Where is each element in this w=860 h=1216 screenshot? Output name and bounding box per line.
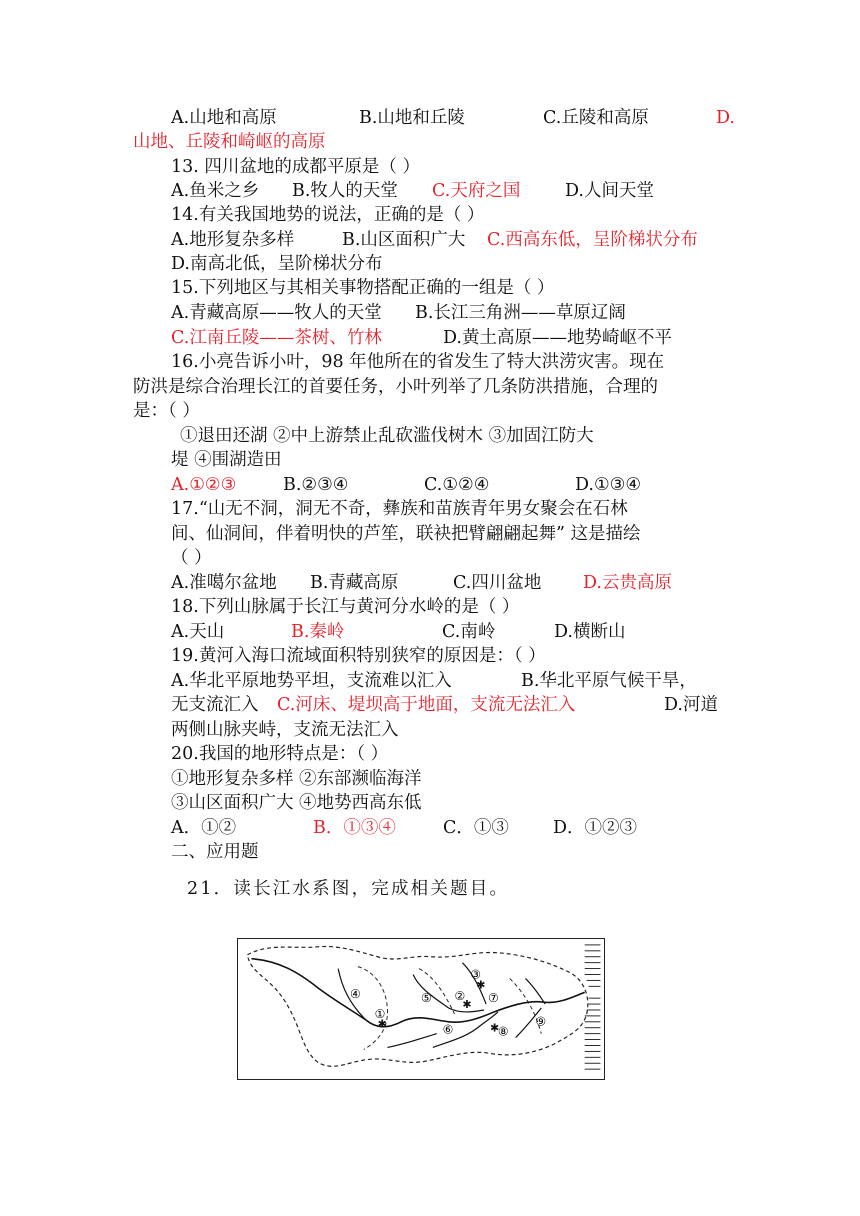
q14-option-d: D.南高北低，呈阶梯状分布 <box>171 254 383 274</box>
q14-stem: 14.有关我国地势的说法，正确的是（ ） <box>171 205 485 225</box>
q13-option-b: B.牧人的天堂 <box>292 181 398 201</box>
q19-option-b: B.华北平原气候干旱， <box>521 671 697 691</box>
city-star-icon: ✱ <box>476 978 486 992</box>
q20-option-c: C．①③ <box>443 818 509 838</box>
q19-option-d-cont: 两侧山脉夹峙，支流无法汇入 <box>171 720 399 740</box>
q16-measures-line2: 堤 ④围湖造田 <box>171 450 282 470</box>
q17-option-b: B.青藏高原 <box>310 573 399 593</box>
q19-option-a: A.华北平原地势平坦，支流难以汇入 <box>171 671 452 691</box>
q20-option-b-answer: B．①③④ <box>313 818 396 838</box>
q18-option-b-answer: B.秦岭 <box>291 622 345 642</box>
map-label-1: ① <box>374 1006 386 1021</box>
map-label-2: ② <box>454 989 466 1004</box>
q20-stem: 20.我国的地形特点是：（ ） <box>171 744 389 764</box>
q12-option-d-prefix: D. <box>716 108 735 128</box>
q15-option-a: A.青藏高原——牧人的天堂 <box>171 303 382 323</box>
q17-option-c: C.四川盆地 <box>453 573 542 593</box>
map-label-6: ⑥ <box>442 1022 454 1037</box>
q20-features-line2: ③山区面积广大 ④地势西高东低 <box>171 793 422 813</box>
q13-stem: 13. 四川盆地的成都平原是（ ） <box>171 157 420 177</box>
q16-option-c: C.①②④ <box>424 475 490 495</box>
q12-option-c: C.丘陵和高原 <box>543 108 649 128</box>
q20-option-d: D．①②③ <box>553 818 638 838</box>
q16-stem-line1: 16.小亮告诉小叶，98 年他所在的省发生了特大洪涝灾害。现在 <box>171 352 665 372</box>
q16-stem-line2: 防洪是综合治理长江的首要任务，小叶列举了几条防洪措施，合理的 <box>133 377 658 397</box>
q17-stem-line2: 间、仙洞间，伴着明快的芦笙，联袂把臂翩翩起舞” 这是描绘 <box>171 524 641 544</box>
map-label-8: ⑧ <box>497 1024 509 1039</box>
city-star-icon: ✱ <box>490 1021 500 1035</box>
q13-option-c-answer: C.天府之国 <box>432 181 521 201</box>
yangtze-river-map <box>237 938 605 1080</box>
q19-option-b-cont: 无支流汇入 <box>171 695 259 715</box>
q15-option-d: D.黄土高原——地势崎岖不平 <box>443 328 672 348</box>
q17-stem-line1: 17.“山无不洞，洞无不奇，彝族和苗族青年男女聚会在石林 <box>171 499 628 519</box>
q12-option-b: B.山地和丘陵 <box>359 108 465 128</box>
q16-option-a-answer: A.①②③ <box>171 475 237 495</box>
q16-stem-line3: 是：（ ） <box>133 401 200 421</box>
q18-option-c: C.南岭 <box>442 622 496 642</box>
q20-features-line1: ①地形复杂多样 ②东部濒临海洋 <box>171 769 422 789</box>
q12-option-a: A.山地和高原 <box>171 108 277 128</box>
q17-option-a: A.准噶尔盆地 <box>171 573 277 593</box>
city-star-icon: ✱ <box>377 1017 387 1031</box>
q18-option-d: D.横断山 <box>554 622 626 642</box>
river-map-drawing <box>238 939 604 1079</box>
section-heading: 二、应用题 <box>171 842 259 862</box>
map-label-4: ④ <box>350 987 361 1002</box>
q13-option-d: D.人间天堂 <box>565 181 654 201</box>
q19-option-d: D.河道 <box>664 695 718 715</box>
q16-option-d: D.①③④ <box>575 475 642 495</box>
map-label-7: ⑦ <box>488 991 499 1006</box>
q18-option-a: A.天山 <box>171 622 225 642</box>
q16-measures-line1: ①退田还湖 ②中上游禁止乱砍滥伐树木 ③加固江防大 <box>180 426 594 446</box>
q16-option-b: B.②③④ <box>283 475 349 495</box>
q19-option-c-answer: C.河床、堤坝高于地面，支流无法汇入 <box>277 695 576 715</box>
city-star-icon: ✱ <box>462 998 472 1012</box>
q14-option-a: A.地形复杂多样 <box>171 230 295 250</box>
q17-option-d-answer: D.云贵高原 <box>583 573 672 593</box>
q12-option-d-answer: 山地、丘陵和崎岖的高原 <box>133 132 326 152</box>
q14-option-c-answer: C.西高东低，呈阶梯状分布 <box>487 230 698 250</box>
map-label-5: ⑤ <box>421 991 432 1006</box>
q19-stem: 19.黄河入海口流域面积特别狭窄的原因是：（ ） <box>171 646 546 666</box>
map-label-3: ③ <box>470 967 481 982</box>
q14-option-b: B.山区面积广大 <box>342 230 466 250</box>
q21-stem: 21．读长江水系图，完成相关题目。 <box>187 879 510 899</box>
q15-stem: 15.下列地区与其相关事物搭配正确的一组是（ ） <box>171 278 555 298</box>
q20-option-a: A．①② <box>171 818 237 838</box>
q15-option-c-answer: C.江南丘陵——茶树、竹林 <box>171 328 382 348</box>
q18-stem: 18.下列山脉属于长江与黄河分水岭的是（ ） <box>171 597 520 617</box>
q15-option-b: B.长江三角洲——草原辽阔 <box>415 303 626 323</box>
map-label-9: ⑨ <box>535 1014 546 1029</box>
q17-stem-line3: （ ） <box>171 548 212 568</box>
q13-option-a: A.鱼米之乡 <box>171 181 260 201</box>
